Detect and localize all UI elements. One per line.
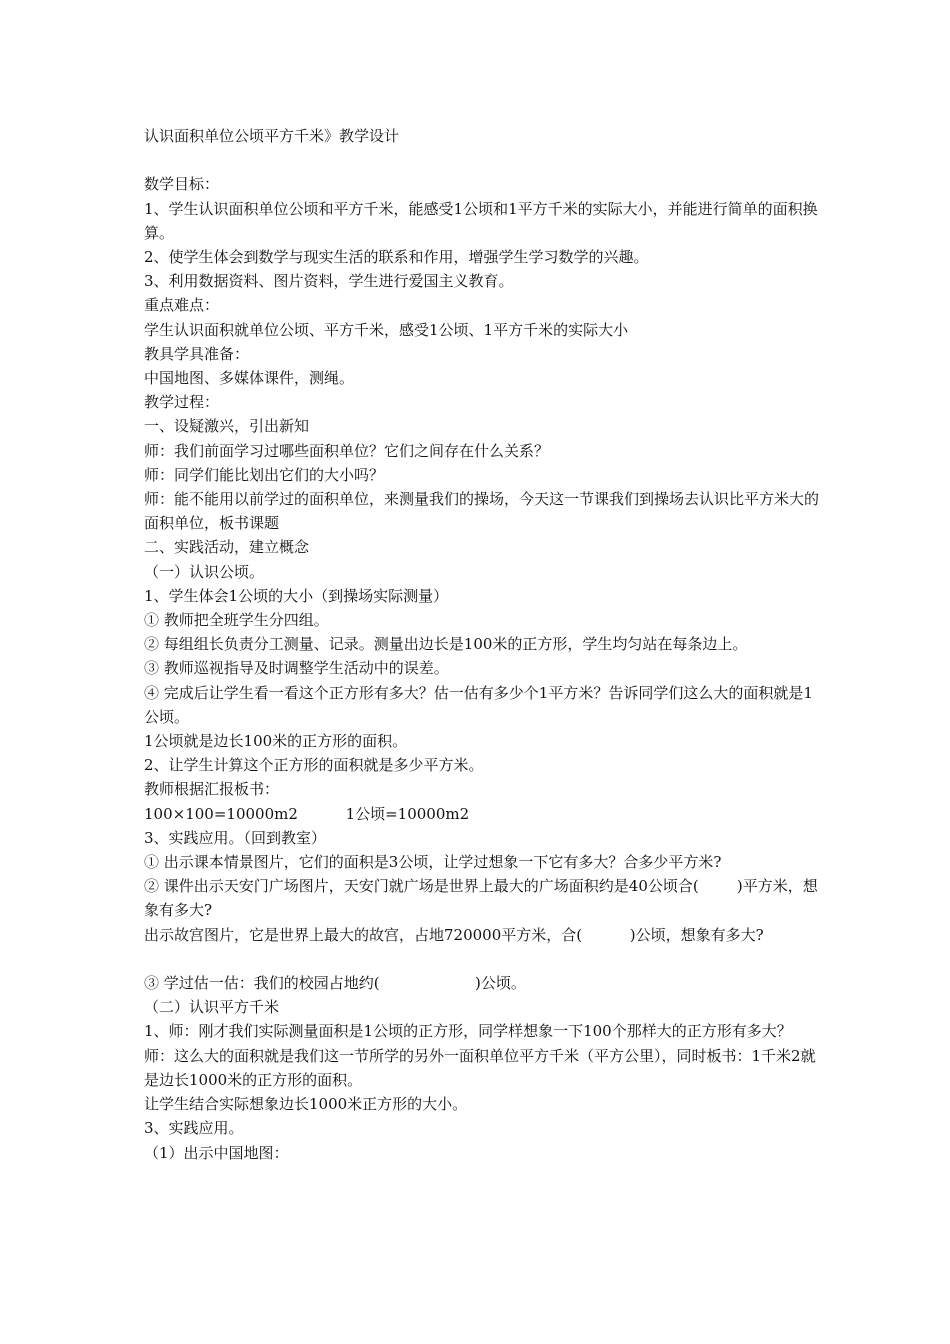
blank-line	[144, 947, 824, 971]
body-line: ① 出示课本情景图片，它们的面积是3公顷，让学过想象一下它有多大？合多少平方米?	[144, 853, 722, 872]
body-line: 1、学生体会1公顷的大小（到操场实际测量）	[144, 586, 449, 605]
body-line: 师：这么大的面积就是我们这一节所学的另外一面积单位平方千米（平方公里），同时板书：1千米2就是边长1000米的正方形的面积。	[144, 1046, 816, 1089]
body-line: ② 每组组长负责分工测量、记录。测量出边长是100米的正方形，学生均匀站在每条边上。	[144, 635, 748, 654]
body-line: （1）出示中国地图：	[144, 1143, 289, 1162]
body-line: 重点难点：	[144, 296, 220, 315]
body-line: 一、设疑激兴，引出新知	[144, 417, 310, 436]
body-line: ② 课件出示天安门广场图片，天安门就广场是世界上最大的广场面积约是40公顷合( )平方米，想象有多大?	[144, 877, 818, 920]
body-line: 3、实践应用。（回到教室）	[144, 828, 327, 847]
body-line: （一）认识公顷。	[144, 562, 265, 581]
body-line: 2、让学生计算这个正方形的面积就是多少平方米。	[144, 756, 484, 775]
body-line: 2、使学生体会到数学与现实生活的联系和作用，增强学生学习数学的兴趣。	[144, 248, 649, 266]
body-line: 教学过程：	[144, 393, 220, 412]
body-line: 师：能不能用以前学过的面积单位，来测量我们的操场，今天这一节课我们到操场去认识比平方米大的面积单位，板书课题	[144, 490, 820, 533]
body-line: ③ 教师巡视指导及时调整学生活动中的误差。	[144, 659, 449, 678]
body-line: 教具学具准备：	[144, 344, 250, 363]
body-line: （二）认识平方千米	[144, 998, 280, 1017]
body-line: 1、学生认识面积单位公顷和平方千米，能感受1公顷和1平方千米的实际大小，并能进行简单的面积换算。	[144, 199, 818, 242]
body-line: 中国地图、多媒体课件，测绳。	[144, 369, 355, 388]
body-line: 学生认识面积就单位公顷、平方千米，感受1公顷、1平方千米的实际大小	[144, 320, 629, 339]
body-line: 1公顷就是边长100米的正方形的面积。	[144, 732, 408, 751]
body-line: 二、实践活动，建立概念	[144, 538, 310, 557]
body-line: 3、利用数据资料、图片资料，学生进行爱国主义教育。	[144, 272, 514, 291]
document-body	[144, 172, 824, 1164]
body-line: ① 教师把全班学生分四组。	[144, 611, 329, 630]
body-line: 数学目标：	[144, 175, 220, 194]
body-line: 3、实践应用。	[144, 1119, 244, 1138]
body-line: 师：同学们能比划出它们的大小吗？	[144, 465, 385, 484]
document-title: 认识面积单位公顷平方千米》教学设计	[144, 127, 400, 145]
body-line: 1、师：刚才我们实际测量面积是1公顷的正方形，同学样想象一下100个那样大的正方形有多大？	[144, 1022, 792, 1041]
body-line: ③ 学过估一估：我们的校园占地约( )公顷。	[144, 974, 526, 993]
body-line: 100×100=10000m2 1公顷=10000m2	[144, 804, 470, 823]
body-line: 教师根据汇报板书：	[144, 780, 280, 799]
body-line: ④ 完成后让学生看一看这个正方形有多大？估一估有多少个1平方米？告诉同学们这么大的面积就是1公顷。	[144, 683, 813, 726]
body-line: 出示故宫图片，它是世界上最大的故宫，占地720000平方米，合( )公顷，想象有多大?	[144, 925, 764, 944]
document-page	[144, 124, 824, 1165]
body-line: 让学生结合实际想象边长1000米正方形的大小。	[144, 1095, 468, 1114]
body-line: 师：我们前面学习过哪些面积单位？它们之间存在什么关系？	[144, 441, 550, 460]
